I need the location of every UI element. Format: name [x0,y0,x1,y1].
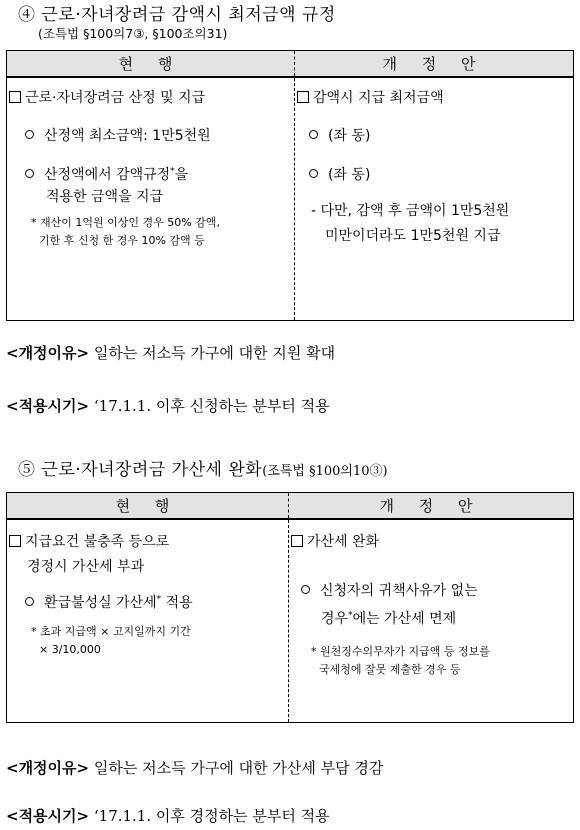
section5-current-item1 [25,593,288,615]
section4-title-text: ④ 근로·자녀장려금 감액시 최저금액 규정 [18,5,336,25]
circle-bullet-icon [25,169,34,178]
footnote-star: * [156,594,162,605]
section5-current-note [31,623,288,659]
section4-reason-label: <개정이유> [6,344,90,362]
section5-title [18,455,388,480]
section5-proposed-cell [289,519,574,723]
section5-current-item1-text: 환급불성실 가산세 [44,594,157,611]
section4-current-item2-tail: 을 [174,166,189,183]
section4-proposed-cell [295,77,574,321]
section5-comparison-table [6,492,574,723]
section5-proposed-item1-line1: 신청자의 귀책사유가 없는 [320,583,478,600]
section5-current-note-line1: * 초과 지급액 × 고지일까지 기간 [31,624,191,638]
section5-proposed-note-line1: * 원천징수의무자가 지급액 등 정보를 [311,644,490,658]
section4-effective [6,395,330,416]
section4-current-item1 [25,126,294,148]
section4-header-current: 현 행 [7,51,295,77]
section4-current-heading-text: 근로·자녀장려금 산정 및 지급 [25,89,206,106]
section5-reason [6,757,383,778]
section5-effective-label: <적용시기> [6,807,90,825]
section4-reason-text: 일하는 저소득 가구에 대한 지원 확대 [89,344,336,362]
section4-proposed-item2-text: (좌 동) [328,166,371,183]
section4-proposed-dash-line2: 미만이더라도 1만5천원 지급 [325,228,501,245]
section4-proposed-item1 [309,126,573,148]
section4-header-proposed: 개 정 안 [295,51,574,77]
section5-proposed-heading-text: 가산세 완화 [307,533,380,550]
section5-proposed-item1-line2a: 경우 [321,610,349,627]
section5-header-proposed: 개 정 안 [289,493,574,519]
section5-proposed-note [311,643,573,679]
footnote-star: * [170,166,175,177]
section4-reason [6,342,335,363]
section5-reason-label: <개정이유> [6,759,90,777]
section5-proposed-item1 [301,581,573,603]
section4-effective-label: <적용시기> [6,397,90,415]
checkbox-square-icon [297,91,309,103]
section4-current-item2 [25,165,294,187]
section4-proposed-heading [297,88,573,110]
section4-subtitle: (조특법 §100의7③, §100조의31) [38,26,228,41]
section4-current-cell [7,77,295,321]
section5-current-item1-tail: 적용 [161,594,193,611]
checkbox-square-icon [9,535,21,547]
section5-title-small: (조특법 §100의10③) [262,464,388,479]
section5-current-cell [7,519,289,723]
section5-proposed-heading [291,532,573,554]
circle-bullet-icon [309,130,318,139]
section5-proposed-note-line2: 국세청에 잘못 제출한 경우 등 [319,662,461,676]
footnote-star: * [348,610,353,621]
section4-current-note-line2: 기한 후 신청 한 경우 10% 감액 등 [39,234,205,248]
circle-bullet-icon [309,169,318,178]
section4-proposed-item1-text: (좌 동) [328,128,371,145]
section4-comparison-table [6,50,574,321]
section4-title [18,0,336,25]
section4-current-heading [9,88,294,110]
section4-proposed-dash-line1: - 다만, 감액 후 금액이 1만5천원 [311,202,510,219]
section4-current-note [31,214,294,250]
section4-proposed-heading-text: 감액시 지급 최저금액 [313,89,444,106]
section4-current-item2-text: 산정액에서 감액규정 [44,166,171,183]
section5-current-note-line2: × 3/10,000 [39,642,101,656]
section4-current-item1-text: 산정액 최소금액: 1만5천원 [44,128,211,145]
circle-bullet-icon [25,597,34,606]
section5-title-text: ⑤ 근로·자녀장려금 가산세 완화 [18,460,263,480]
section4-proposed-item2 [309,165,573,187]
section5-effective-text: ‘17.1.1. 이후 경정하는 분부터 적용 [89,807,330,825]
section5-proposed-item1-line2 [321,609,573,631]
circle-bullet-icon [301,585,310,594]
section4-current-item2-line2: 적용한 금액을 지급 [46,188,164,205]
section5-proposed-item1-line2b: 에는 가산세 면제 [352,610,457,627]
section5-current-heading-line2: 경정시 가산세 부과 [27,559,145,576]
section4-effective-text: ‘17.1.1. 이후 신청하는 분부터 적용 [89,397,330,415]
section5-current-heading-line1: 지급요건 불충족 등으로 [25,533,170,550]
section5-header-current: 현 행 [7,493,289,519]
section4-current-note-line1: * 재산이 1억원 이상인 경우 50% 감액, [31,216,220,230]
section5-reason-text: 일하는 저소득 가구에 대한 가산세 부담 경감 [89,759,384,777]
section5-effective [6,805,330,826]
checkbox-square-icon [9,91,21,103]
section5-current-heading [9,532,288,554]
circle-bullet-icon [25,130,34,139]
checkbox-square-icon [291,535,303,547]
